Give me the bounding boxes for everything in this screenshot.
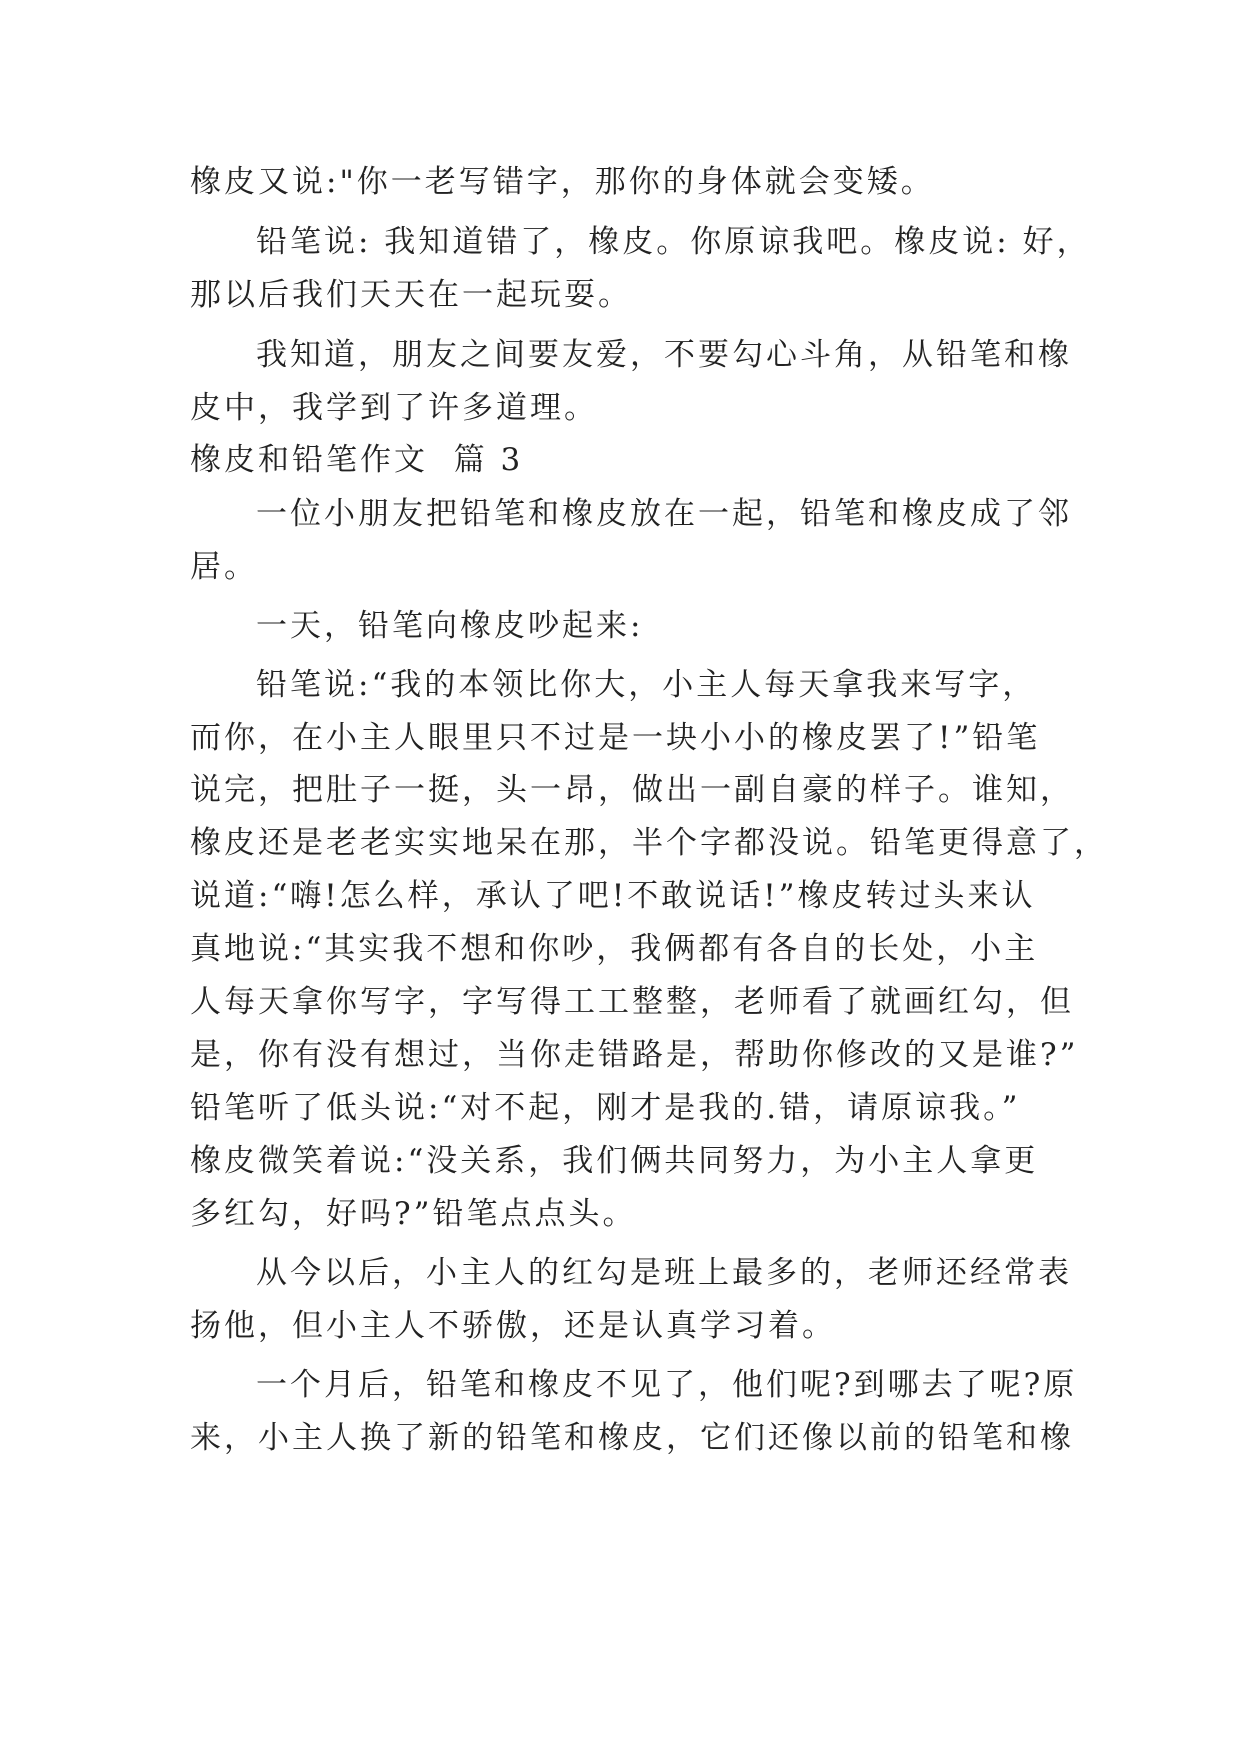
text-line: 说道:“嗨!怎么样，承认了吧!不敢说话!”橡皮转过头来认 <box>190 878 1036 914</box>
text-line: 居。 <box>190 549 258 585</box>
paragraph-line: 从今以后，小主人的红勾是班上最多的，老师还经常表 <box>256 1255 1072 1291</box>
text-line: 橡皮又说:"你一老写错字，那你的身体就会变矮。 <box>190 164 935 200</box>
text-line: 而你，在小主人眼里只不过是一块小小的橡皮罢了!”铅笔 <box>190 720 1041 756</box>
text-line: 橡皮还是老老实实地呆在那，半个字都没说。铅笔更得意了， <box>190 825 1108 861</box>
section-heading: 橡皮和铅笔作文 篇 3 <box>190 442 524 478</box>
text-line: 扬他，但小主人不骄傲，还是认真学习着。 <box>190 1308 836 1344</box>
text-line: 皮中，我学到了许多道理。 <box>190 390 598 426</box>
paragraph-line: 铅笔说: 我知道错了，橡皮。你原谅我吧。橡皮说: 好， <box>256 224 1091 260</box>
text-line: 铅笔听了低头说:“对不起，刚才是我的.错，请原谅我。” <box>190 1090 1021 1126</box>
text-line: 多红勾，好吗?”铅笔点点头。 <box>190 1196 637 1232</box>
text-line: 来，小主人换了新的铅笔和橡皮，它们还像以前的铅笔和橡 <box>190 1420 1074 1456</box>
text-line: 是，你有没有想过，当你走错路是，帮助你修改的又是谁?” <box>190 1037 1079 1073</box>
text-line: 那以后我们天天在一起玩耍。 <box>190 277 632 313</box>
text-line: 真地说:“其实我不想和你吵，我俩都有各自的长处，小主 <box>190 931 1039 967</box>
paragraph-line: 一位小朋友把铅笔和橡皮放在一起，铅笔和橡皮成了邻 <box>256 496 1072 532</box>
paragraph-line: 一个月后，铅笔和橡皮不见了，他们呢?到哪去了呢?原 <box>256 1367 1078 1403</box>
text-line: 人每天拿你写字，字写得工工整整，老师看了就画红勾，但 <box>190 984 1074 1020</box>
paragraph-line: 一天，铅笔向橡皮吵起来: <box>256 608 644 644</box>
paragraph-line: 我知道，朋友之间要友爱，不要勾心斗角，从铅笔和橡 <box>256 337 1072 373</box>
paragraph-line: 铅笔说:“我的本领比你大，小主人每天拿我来写字， <box>256 667 1037 703</box>
text-line: 橡皮微笑着说:“没关系，我们俩共同努力，为小主人拿更 <box>190 1143 1039 1179</box>
text-line: 说完，把肚子一挺，头一昂，做出一副自豪的样子。谁知， <box>190 772 1074 808</box>
